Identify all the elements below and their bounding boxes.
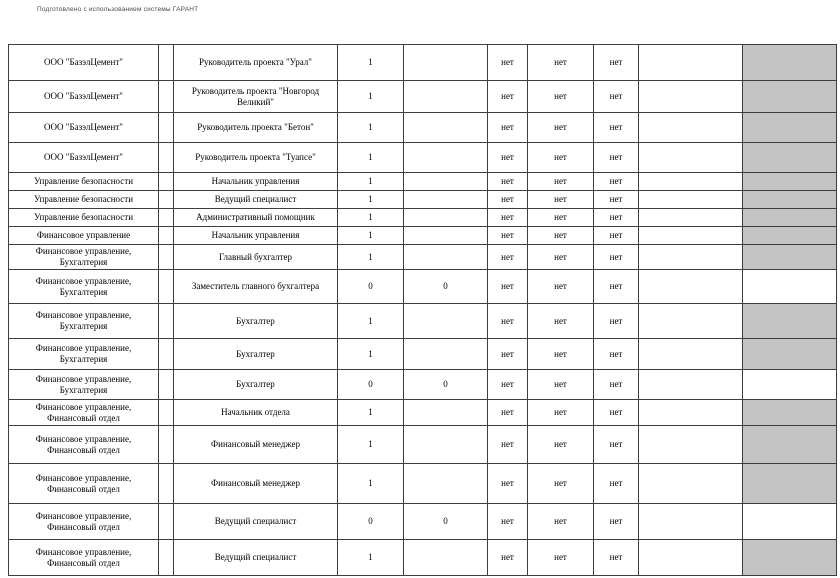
flag1-cell: нет	[488, 339, 528, 370]
unit-cell: Финансовое управление, Бухгалтерия	[9, 339, 159, 370]
count-cell: 1	[338, 245, 404, 270]
position-cell: Начальник управления	[174, 227, 338, 245]
count-cell: 1	[338, 227, 404, 245]
flag1-cell: нет	[488, 504, 528, 540]
count-cell: 1	[338, 464, 404, 504]
flag1-cell: нет	[488, 143, 528, 173]
spacer-cell	[159, 540, 174, 576]
flag1-cell: нет	[488, 81, 528, 113]
unit-cell: Финансовое управление, Финансовый отдел	[9, 426, 159, 464]
unit-cell: ООО "БазэлЦемент"	[9, 143, 159, 173]
count2-cell	[404, 81, 488, 113]
shaded-cell	[743, 270, 837, 304]
spacer-cell	[159, 400, 174, 426]
spacer-cell	[159, 81, 174, 113]
count-cell: 1	[338, 113, 404, 143]
flag1-cell: нет	[488, 245, 528, 270]
count-cell: 1	[338, 173, 404, 191]
count-cell: 1	[338, 81, 404, 113]
shaded-cell	[743, 45, 837, 81]
position-cell: Руководитель проекта "Туапсе"	[174, 143, 338, 173]
shaded-cell	[743, 113, 837, 143]
note-cell	[639, 191, 743, 209]
shaded-cell	[743, 504, 837, 540]
spacer-cell	[159, 270, 174, 304]
unit-cell: Финансовое управление, Финансовый отдел	[9, 504, 159, 540]
unit-cell: Управление безопасности	[9, 173, 159, 191]
flag1-cell: нет	[488, 191, 528, 209]
flag2-cell: нет	[528, 191, 594, 209]
count2-cell: 0	[404, 504, 488, 540]
flag2-cell: нет	[528, 227, 594, 245]
unit-cell: ООО "БазэлЦемент"	[9, 113, 159, 143]
flag1-cell: нет	[488, 113, 528, 143]
flag2-cell: нет	[528, 540, 594, 576]
flag3-cell: нет	[594, 173, 639, 191]
table-row	[9, 339, 837, 370]
note-cell	[639, 426, 743, 464]
flag3-cell: нет	[594, 143, 639, 173]
spacer-cell	[159, 426, 174, 464]
note-cell	[639, 400, 743, 426]
flag3-cell: нет	[594, 370, 639, 400]
flag3-cell: нет	[594, 304, 639, 339]
note-cell	[639, 304, 743, 339]
flag3-cell: нет	[594, 270, 639, 304]
flag2-cell: нет	[528, 209, 594, 227]
position-cell: Главный бухгалтер	[174, 245, 338, 270]
position-cell: Ведущий специалист	[174, 191, 338, 209]
shaded-cell	[743, 400, 837, 426]
table-row	[9, 209, 837, 227]
table-row	[9, 173, 837, 191]
note-cell	[639, 504, 743, 540]
shaded-cell	[743, 143, 837, 173]
table-row	[9, 191, 837, 209]
shaded-cell	[743, 245, 837, 270]
shaded-cell	[743, 339, 837, 370]
count-cell: 1	[338, 45, 404, 81]
unit-cell: Финансовое управление, Финансовый отдел	[9, 540, 159, 576]
count2-cell	[404, 400, 488, 426]
shaded-cell	[743, 540, 837, 576]
flag2-cell: нет	[528, 270, 594, 304]
flag1-cell: нет	[488, 173, 528, 191]
table-row	[9, 143, 837, 173]
position-cell: Руководитель проекта "Урал"	[174, 45, 338, 81]
staffing-table-body	[9, 45, 837, 576]
table-row	[9, 45, 837, 81]
spacer-cell	[159, 304, 174, 339]
spacer-cell	[159, 339, 174, 370]
garant-watermark: Подготовлено с использованием системы ГАРАНТ	[37, 6, 199, 13]
unit-cell: Финансовое управление, Бухгалтерия	[9, 270, 159, 304]
table-row	[9, 426, 837, 464]
count2-cell	[404, 304, 488, 339]
note-cell	[639, 464, 743, 504]
shaded-cell	[743, 209, 837, 227]
note-cell	[639, 113, 743, 143]
unit-cell: Финансовое управление, Бухгалтерия	[9, 245, 159, 270]
flag3-cell: нет	[594, 227, 639, 245]
count2-cell	[404, 209, 488, 227]
flag1-cell: нет	[488, 270, 528, 304]
spacer-cell	[159, 370, 174, 400]
flag3-cell: нет	[594, 191, 639, 209]
table-row	[9, 81, 837, 113]
count2-cell	[404, 45, 488, 81]
flag3-cell: нет	[594, 339, 639, 370]
count2-cell	[404, 339, 488, 370]
position-cell: Руководитель проекта "Новгород Великий"	[174, 81, 338, 113]
note-cell	[639, 209, 743, 227]
table-row	[9, 370, 837, 400]
position-cell: Бухгалтер	[174, 339, 338, 370]
position-cell: Финансовый менеджер	[174, 426, 338, 464]
count2-cell	[404, 426, 488, 464]
position-cell: Ведущий специалист	[174, 504, 338, 540]
table-row	[9, 540, 837, 576]
note-cell	[639, 245, 743, 270]
count-cell: 1	[338, 540, 404, 576]
table-row	[9, 270, 837, 304]
flag3-cell: нет	[594, 504, 639, 540]
unit-cell: Финансовое управление, Бухгалтерия	[9, 304, 159, 339]
unit-cell: Управление безопасности	[9, 209, 159, 227]
flag2-cell: нет	[528, 113, 594, 143]
count2-cell: 0	[404, 270, 488, 304]
position-cell: Административный помощник	[174, 209, 338, 227]
position-cell: Начальник отдела	[174, 400, 338, 426]
staffing-table	[8, 44, 837, 576]
count-cell: 1	[338, 209, 404, 227]
table-row	[9, 304, 837, 339]
count-cell: 0	[338, 504, 404, 540]
note-cell	[639, 227, 743, 245]
count2-cell	[404, 143, 488, 173]
flag3-cell: нет	[594, 81, 639, 113]
count-cell: 0	[338, 270, 404, 304]
flag2-cell: нет	[528, 143, 594, 173]
flag2-cell: нет	[528, 45, 594, 81]
flag1-cell: нет	[488, 304, 528, 339]
flag2-cell: нет	[528, 426, 594, 464]
count2-cell	[404, 464, 488, 504]
shaded-cell	[743, 173, 837, 191]
spacer-cell	[159, 464, 174, 504]
unit-cell: Финансовое управление	[9, 227, 159, 245]
flag2-cell: нет	[528, 304, 594, 339]
count-cell: 1	[338, 304, 404, 339]
spacer-cell	[159, 173, 174, 191]
note-cell	[639, 339, 743, 370]
count2-cell	[404, 540, 488, 576]
count2-cell	[404, 227, 488, 245]
flag3-cell: нет	[594, 45, 639, 81]
note-cell	[639, 173, 743, 191]
table-row	[9, 245, 837, 270]
flag3-cell: нет	[594, 540, 639, 576]
table-row	[9, 227, 837, 245]
count2-cell	[404, 245, 488, 270]
flag1-cell: нет	[488, 464, 528, 504]
flag1-cell: нет	[488, 45, 528, 81]
spacer-cell	[159, 191, 174, 209]
count-cell: 1	[338, 400, 404, 426]
shaded-cell	[743, 464, 837, 504]
position-cell: Начальник управления	[174, 173, 338, 191]
flag3-cell: нет	[594, 245, 639, 270]
unit-cell: Финансовое управление, Финансовый отдел	[9, 464, 159, 504]
shaded-cell	[743, 426, 837, 464]
shaded-cell	[743, 191, 837, 209]
spacer-cell	[159, 245, 174, 270]
spacer-cell	[159, 209, 174, 227]
position-cell: Бухгалтер	[174, 370, 338, 400]
flag1-cell: нет	[488, 400, 528, 426]
position-cell: Ведущий специалист	[174, 540, 338, 576]
shaded-cell	[743, 370, 837, 400]
count-cell: 1	[338, 339, 404, 370]
flag2-cell: нет	[528, 464, 594, 504]
flag2-cell: нет	[528, 504, 594, 540]
table-row	[9, 464, 837, 504]
flag2-cell: нет	[528, 245, 594, 270]
note-cell	[639, 81, 743, 113]
table-row	[9, 504, 837, 540]
unit-cell: Финансовое управление, Финансовый отдел	[9, 400, 159, 426]
unit-cell: Финансовое управление, Бухгалтерия	[9, 370, 159, 400]
spacer-cell	[159, 113, 174, 143]
position-cell: Бухгалтер	[174, 304, 338, 339]
count-cell: 0	[338, 370, 404, 400]
unit-cell: Управление безопасности	[9, 191, 159, 209]
table-row	[9, 113, 837, 143]
spacer-cell	[159, 227, 174, 245]
flag2-cell: нет	[528, 370, 594, 400]
flag3-cell: нет	[594, 464, 639, 504]
unit-cell: ООО "БазэлЦемент"	[9, 45, 159, 81]
flag1-cell: нет	[488, 227, 528, 245]
note-cell	[639, 370, 743, 400]
count2-cell	[404, 113, 488, 143]
note-cell	[639, 270, 743, 304]
flag2-cell: нет	[528, 173, 594, 191]
count-cell: 1	[338, 191, 404, 209]
count2-cell: 0	[404, 370, 488, 400]
position-cell: Заместитель главного бухгалтера	[174, 270, 338, 304]
count2-cell	[404, 191, 488, 209]
flag2-cell: нет	[528, 339, 594, 370]
unit-cell: ООО "БазэлЦемент"	[9, 81, 159, 113]
spacer-cell	[159, 143, 174, 173]
shaded-cell	[743, 227, 837, 245]
spacer-cell	[159, 504, 174, 540]
note-cell	[639, 143, 743, 173]
shaded-cell	[743, 304, 837, 339]
flag3-cell: нет	[594, 400, 639, 426]
note-cell	[639, 45, 743, 81]
position-cell: Финансовый менеджер	[174, 464, 338, 504]
table-row	[9, 400, 837, 426]
shaded-cell	[743, 81, 837, 113]
note-cell	[639, 540, 743, 576]
flag1-cell: нет	[488, 540, 528, 576]
flag3-cell: нет	[594, 426, 639, 464]
count-cell: 1	[338, 426, 404, 464]
flag1-cell: нет	[488, 370, 528, 400]
count2-cell	[404, 173, 488, 191]
position-cell: Руководитель проекта "Бетон"	[174, 113, 338, 143]
flag2-cell: нет	[528, 400, 594, 426]
flag1-cell: нет	[488, 209, 528, 227]
flag2-cell: нет	[528, 81, 594, 113]
flag3-cell: нет	[594, 209, 639, 227]
flag3-cell: нет	[594, 113, 639, 143]
spacer-cell	[159, 45, 174, 81]
count-cell: 1	[338, 143, 404, 173]
flag1-cell: нет	[488, 426, 528, 464]
